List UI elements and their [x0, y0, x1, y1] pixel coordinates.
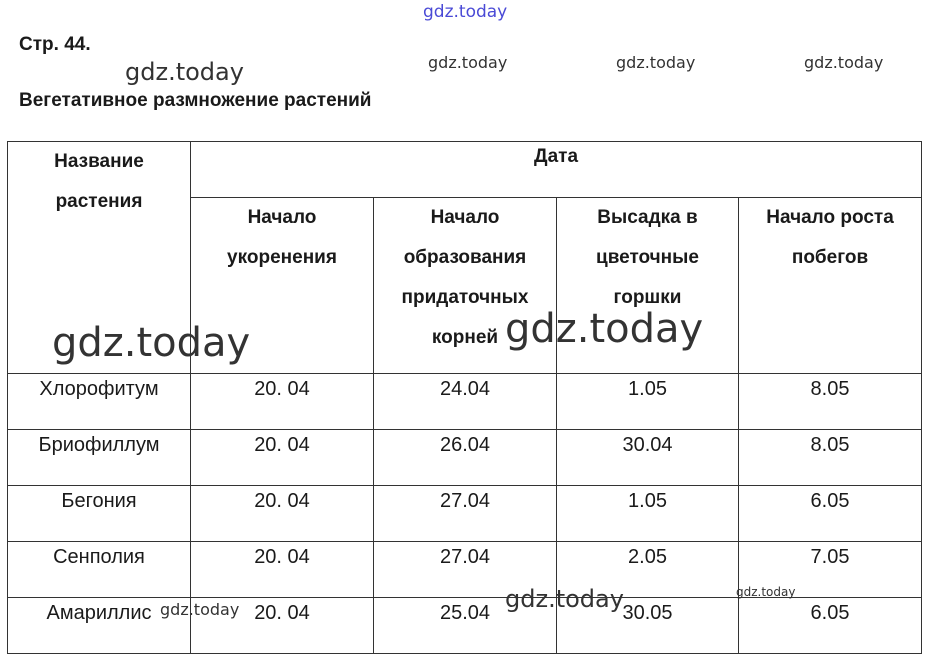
table-header-row	[8, 142, 922, 198]
subheader-line: побегов	[791, 247, 869, 268]
shoots-date-cell: 7.05	[739, 542, 922, 598]
plant-name-cell: Сенполия	[8, 542, 191, 598]
rooting-date-cell: 20. 04	[191, 598, 374, 654]
subheader-line: Начало	[247, 207, 317, 228]
watermark: gdz.today	[52, 320, 251, 366]
watermark: gdz.today	[505, 585, 624, 613]
subheader-line: корней	[431, 327, 499, 348]
roots-date-cell: 26.04	[374, 430, 557, 486]
table-row	[8, 374, 922, 430]
potting-date-cell: 2.05	[557, 542, 739, 598]
watermark: gdz.today	[736, 585, 796, 599]
table-row	[8, 430, 922, 486]
document-title: Вегетативное размножение растений	[19, 90, 372, 111]
page-number: Стр. 44.	[19, 34, 91, 55]
watermark: gdz.today	[505, 306, 704, 352]
subheader-line: укоренения	[227, 247, 337, 268]
header-shoot-growth	[739, 198, 922, 374]
header-date: Дата	[191, 142, 922, 198]
table-row	[8, 598, 922, 654]
roots-date-cell: 27.04	[374, 542, 557, 598]
plant-name-cell: Бегония	[8, 486, 191, 542]
table-row	[8, 486, 922, 542]
roots-date-cell: 24.04	[374, 374, 557, 430]
potting-date-cell: 1.05	[557, 486, 739, 542]
watermark: gdz.today	[428, 53, 508, 72]
header-name-line: Название	[54, 151, 144, 172]
subheader-line: Начало	[430, 207, 500, 228]
plant-name-cell: Амариллис	[8, 598, 191, 654]
roots-date-cell: 27.04	[374, 486, 557, 542]
shoots-date-cell: 8.05	[739, 374, 922, 430]
rooting-date-cell: 20. 04	[191, 542, 374, 598]
watermark: gdz.today	[804, 53, 884, 72]
rooting-date-cell: 20. 04	[191, 486, 374, 542]
subheader-line: Высадка в	[597, 207, 698, 228]
propagation-table	[7, 141, 922, 654]
shoots-date-cell: 6.05	[739, 486, 922, 542]
rooting-date-cell: 20. 04	[191, 374, 374, 430]
shoots-date-cell: 6.05	[739, 598, 922, 654]
potting-date-cell: 30.04	[557, 430, 739, 486]
roots-date-cell: 25.04	[374, 598, 557, 654]
watermark: gdz.today	[125, 58, 244, 86]
subheader-line: Начало роста	[766, 207, 894, 228]
subheader-line: цветочные	[596, 247, 699, 268]
potting-date-cell: 30.05	[557, 598, 739, 654]
shoots-date-cell: 8.05	[739, 430, 922, 486]
plant-name-cell: Бриофиллум	[8, 430, 191, 486]
potting-date-cell: 1.05	[557, 374, 739, 430]
watermark: gdz.today	[616, 53, 696, 72]
subheader-line: образования	[403, 247, 527, 268]
subheader-line: придаточных	[401, 287, 529, 308]
header-name-line: растения	[55, 191, 143, 212]
rooting-date-cell: 20. 04	[191, 430, 374, 486]
watermark: gdz.today	[423, 2, 508, 22]
watermark: gdz.today	[160, 600, 240, 619]
subheader-line: горшки	[613, 287, 682, 308]
plant-name-cell: Хлорофитум	[8, 374, 191, 430]
